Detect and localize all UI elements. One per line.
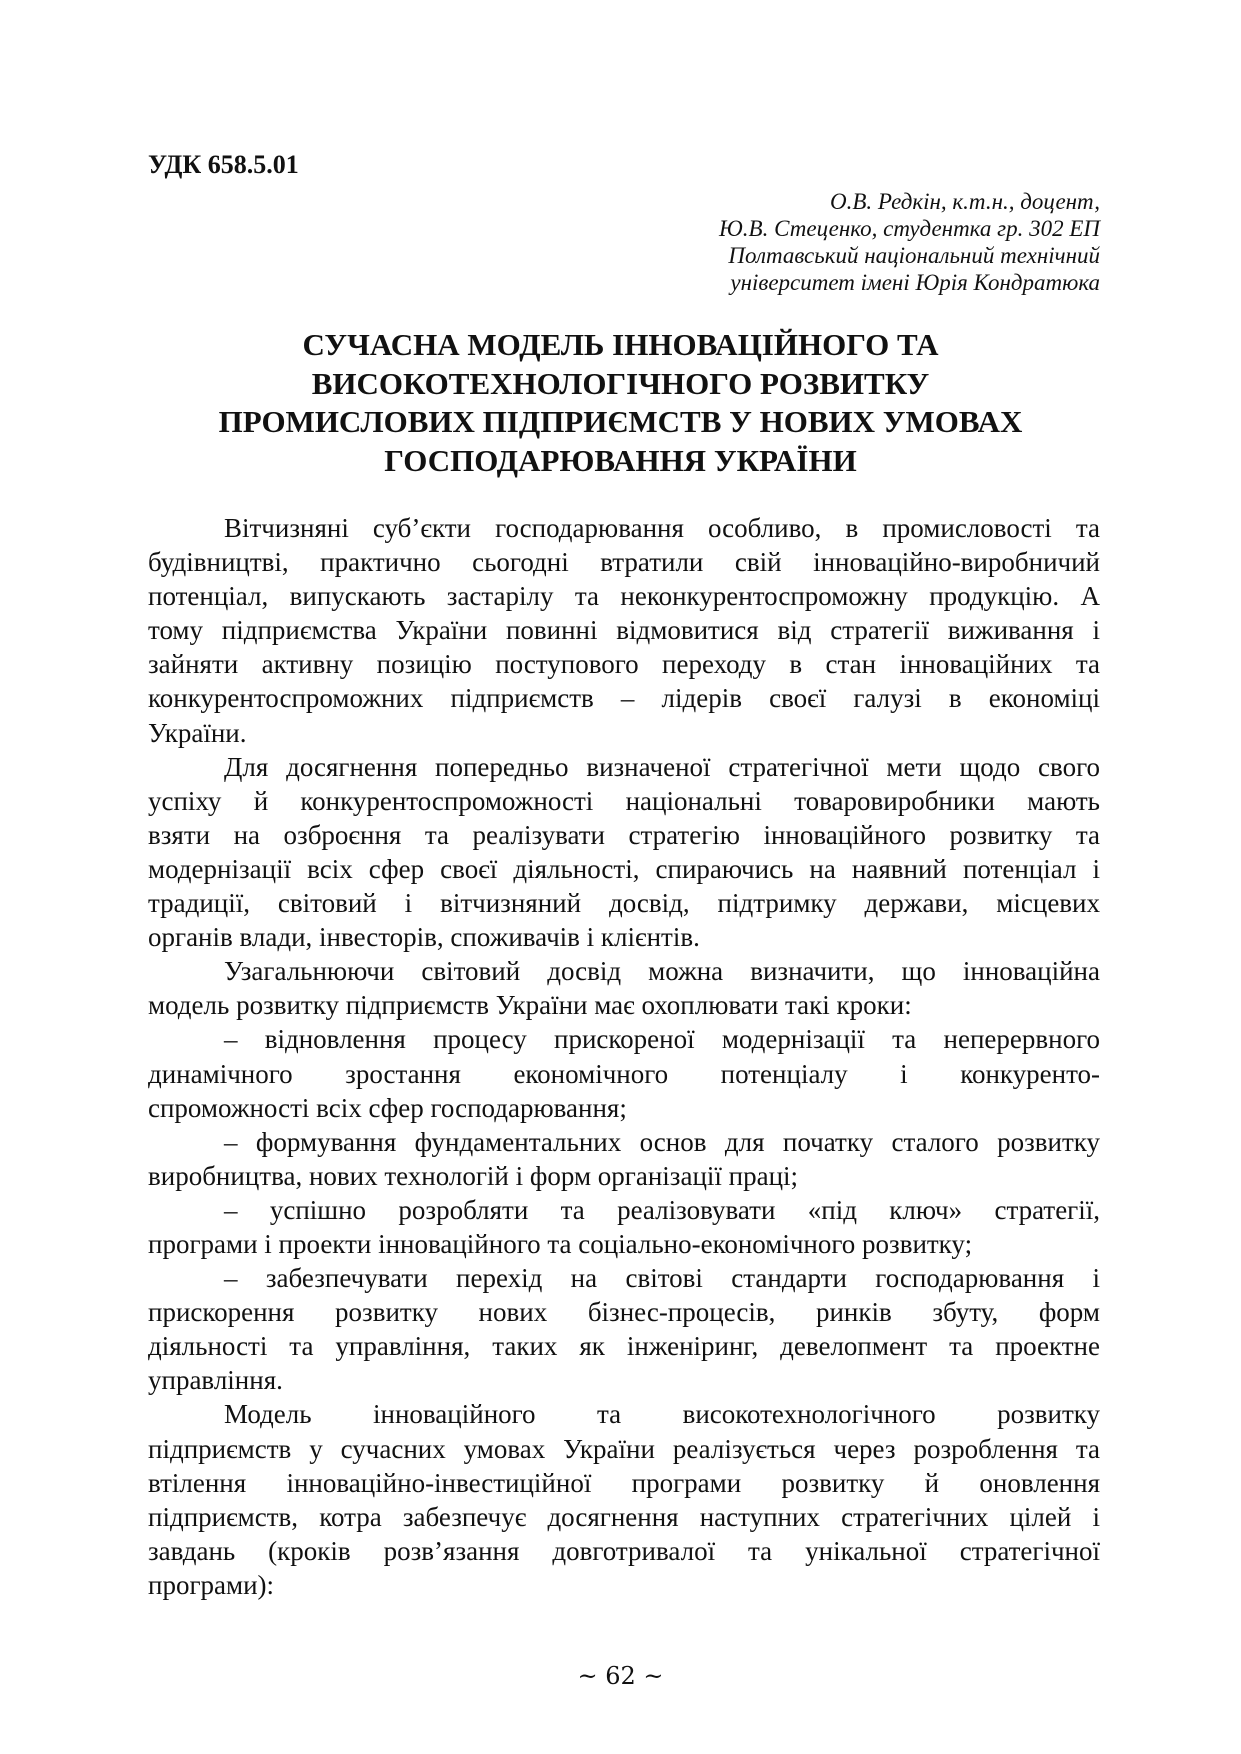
text-line: програми): [148,1569,275,1600]
author-line: Ю.В. Стеценко, студентка гр. 302 ЕП [719,216,1100,241]
text-line: модель розвитку підприємств України має охоплювати такі кроки: [148,990,912,1021]
text-line: органів влади, інвесторів, споживачів і клієнтів. [148,922,700,953]
affiliation-line: університет імені Юрія Кондратюка [730,270,1100,295]
text-line: тому підприємства України повинні відмовитися від стратегії виживання і [148,615,1100,646]
text-line: – формування фундаментальних основ для початку сталого розвитку [224,1126,1100,1157]
text-line: спроможності всіх сфер господарювання; [148,1092,627,1123]
text-line: – забезпечувати перехід на світові стандарти господарювання і [224,1263,1100,1294]
paragraph [148,954,1100,1022]
text-line: програми і проекти інноваційного та соціально-економічного розвитку; [148,1228,973,1259]
text-line: виробництва, нових технологій і форм організації праці; [148,1160,799,1191]
text-line: завдань (кроків розв’язання довготривалої та унікальної стратегічної [148,1535,1100,1566]
text-line: втілення інноваційно-інвестиційної програми розвитку й оновлення [148,1467,1100,1498]
paragraph [148,1193,1100,1261]
text-line: Для досягнення попередньо визначеної стратегічної мети щодо свого [224,751,1100,782]
text-line: – успішно розробляти та реалізовувати «під ключ» стратегії, [224,1194,1100,1225]
text-line: підприємств, котра забезпечує досягнення наступних стратегічних цілей і [148,1501,1100,1532]
paragraph [148,1261,1100,1397]
text-line: Модель інноваційного та високотехнологічного розвитку [224,1399,1100,1430]
article-title [120,326,1121,480]
text-line: Узагальнюючи світовий досвід можна визначити, що інноваційна [224,956,1100,987]
text-line: прискорення розвитку нових бізнес-процесів, ринків збуту, форм [148,1297,1100,1328]
author-block [719,188,1100,296]
page-number: ~ 62 ~ [577,1662,664,1690]
title-line: ВИСОКОТЕХНОЛОГІЧНОГО РОЗВИТКУ [311,365,930,401]
paragraph [148,1022,1100,1124]
title-line: СУЧАСНА МОДЕЛЬ ІННОВАЦІЙНОГО ТА [302,327,939,362]
text-line: зайняти активну позицію поступового переходу в стан інноваційних та [148,649,1100,680]
text-line: управління. [148,1365,283,1396]
text-line: підприємств у сучасних умовах України реалізується через розроблення та [148,1433,1100,1464]
title-line: ПРОМИСЛОВИХ ПІДПРИЄМСТВ У НОВИХ УМОВАХ [218,404,1023,439]
paragraph [148,1397,1100,1602]
text-line: успіху й конкурентоспроможності національні товаровиробники мають [148,785,1100,816]
article-body [148,511,1100,1602]
text-line: модернізації всіх сфер своєї діяльності, спираючись на наявний потенціал і [148,853,1100,884]
paragraph [148,1125,1100,1193]
text-line: будівництві, практично сьогодні втратили свій інноваційно-виробничий [148,547,1100,578]
text-line: України. [148,717,247,748]
text-line: діяльності та управління, таких як інженіринг, девелопмент та проектне [148,1331,1100,1362]
affiliation-line: Полтавський національний технічний [728,243,1100,268]
text-line: потенціал, випускають застарілу та неконкурентоспроможну продукцію. А [148,581,1100,612]
udc-code: УДК 658.5.01 [148,150,299,179]
text-line: взяти на озброєння та реалізувати стратегію інноваційного розвитку та [148,819,1100,850]
text-line: конкурентоспроможних підприємств – лідерів своєї галузі в економіці [148,683,1100,714]
author-line: О.В. Редкін, к.т.н., доцент, [829,189,1100,214]
text-line: динамічного зростання економічного потенціалу і конкуренто- [148,1058,1100,1089]
text-line: – відновлення процесу прискореної модернізації та неперервного [224,1024,1100,1055]
title-line: ГОСПОДАРЮВАННЯ УКРАЇНИ [384,442,857,478]
paragraph [148,750,1100,955]
text-line: традиції, світовий і вітчизняний досвід, підтримку держави, місцевих [148,888,1100,919]
text-line: Вітчизняні суб’єкти господарювання особливо, в промисловості та [224,513,1100,543]
paragraph [148,511,1100,750]
